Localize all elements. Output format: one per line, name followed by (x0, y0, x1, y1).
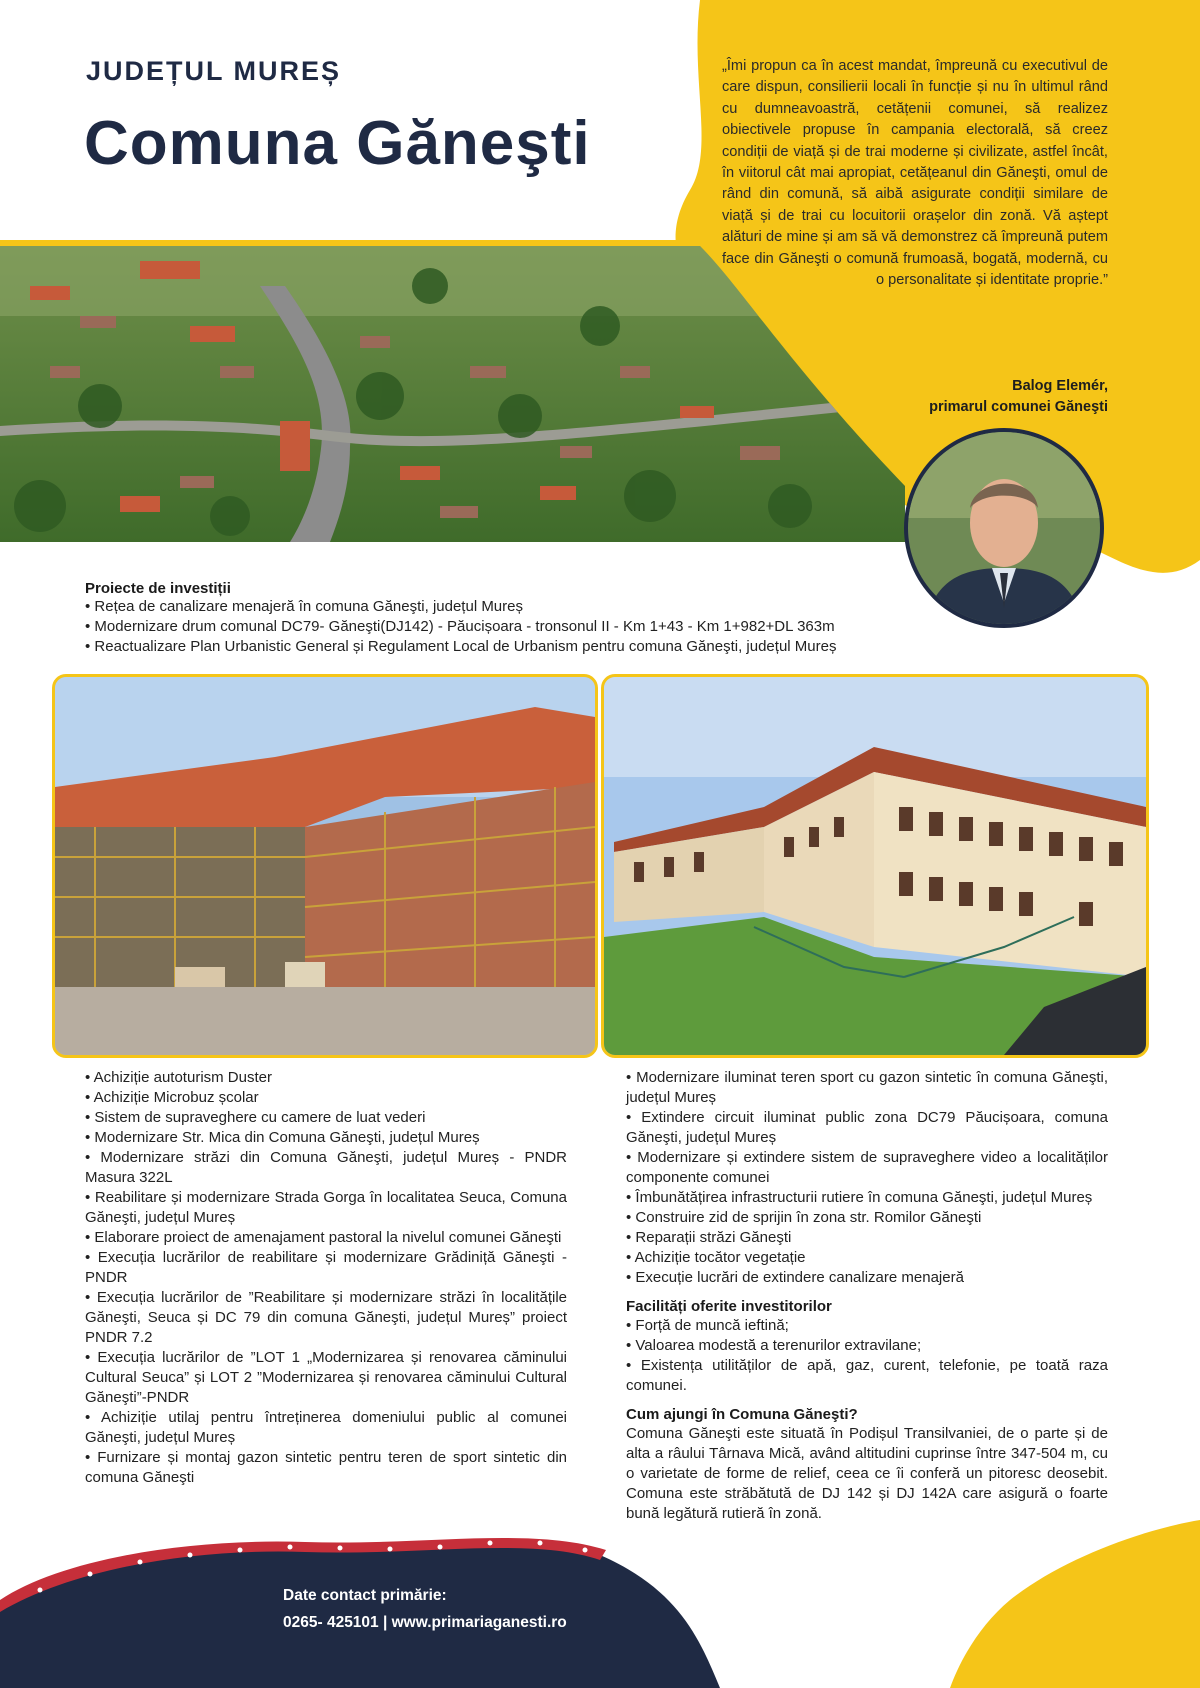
list-item: • Execuția lucrărilor de ”LOT 1 „Modernizarea și renovarea căminului Cultural Seuca” și LOT 2 ”Modernizarea și renovarea căminului Cultural Găneşti”-PNDR (85, 1349, 567, 1406)
list-item: • Modernizare iluminat teren sport cu gazon sintetic în comuna Găneşti, județul Mureș (626, 1069, 1108, 1106)
projects-list (85, 1068, 567, 1488)
list-item: • Reparații străzi Găneşti (626, 1229, 792, 1246)
author-name: Balog Elemér, (1012, 378, 1108, 394)
list-item: • Achiziție utilaj pentru întreținerea domeniului public al comunei Găneşti, județul Mureș (85, 1409, 567, 1446)
list-item: • Execuția lucrărilor de reabilitare și modernizare Grădiniță Găneşti - PNDR (85, 1249, 567, 1286)
contact-label: Date contact primărie: (283, 1587, 447, 1604)
list-item: • Achiziție autoturism Duster (85, 1069, 272, 1086)
investments-title: Proiecte de investiții (85, 580, 231, 597)
list-item: • Achiziție tocător vegetație (626, 1249, 806, 1266)
list-item: • Modernizare străzi din Comuna Găneşti, județul Mureș - PNDR Masura 322L (85, 1149, 567, 1186)
list-item: • Extindere circuit iluminat public zona DC79 Păucișoara, comuna Găneşti, județul Mureș (626, 1109, 1108, 1146)
yellow-blob-bottom (950, 1520, 1200, 1688)
list-item: • Execuție lucrări de extindere canalizare menajeră (626, 1269, 964, 1286)
list-item: • Modernizare și extindere sistem de supraveghere video a localităților componente comunei (626, 1149, 1108, 1186)
author-role: primarul comunei Găneşti (929, 399, 1108, 415)
facilities-title: Facilități oferite investitorilor (626, 1298, 832, 1315)
list-item: • Existența utilităților de apă, gaz, curent, telefonie, pe toată raza comunei. (626, 1357, 1108, 1394)
list-item: • Construire zid de sprijin în zona str. Romilor Găneşti (626, 1209, 982, 1226)
list-item: • Îmbunătățirea infrastructurii rutiere în comuna Găneşti, județul Mureș (626, 1189, 1093, 1206)
mayor-portrait (904, 428, 1104, 628)
list-item: • Furnizare și montaj gazon sintetic pentru teren de sport sintetic din comuna Găneşti (85, 1449, 567, 1486)
list-item: • Rețea de canalizare menajeră în comuna Găneşti, județul Mureș (85, 598, 523, 615)
list-item: • Reactualizare Plan Urbanistic General și Regulament Local de Urbanism pentru comuna Găneşti, județul Mureș (85, 638, 837, 655)
access-text: Comuna Găneşti este situată în Podișul Transilvaniei, de o parte și de alta a râului Târnava Mică, având altitudini cuprinse între 347-504 m, cu o varietate de forme de relief, ceea ce îi conferă un pitoresc deosebit. Comuna este străbătută de DJ 142 și DJ 142A care asigură o foarte bună legătură rutieră în zonă. (626, 1425, 1108, 1522)
list-item: • Execuția lucrărilor de ”Reabilitare și modernizare străzi în localitățile Găneşti, Seuca și DC 79 din comuna Găneşti, județul Mureș” proiect PNDR 7.2 (85, 1289, 567, 1346)
list-item: • Sistem de supraveghere cu camere de luat vederi (85, 1109, 426, 1126)
list-item: • Modernizare drum comunal DC79- Găneşti(DJ142) - Păucișoara - tronsonul II - Km 1+43 - Km 1+982+DL 363m (85, 618, 835, 635)
projects-list-left (85, 1068, 567, 1488)
access-title: Cum ajungi în Comuna Găneşti? (626, 1406, 858, 1423)
mayor-quote: „Îmi propun ca în acest mandat, împreună cu executivul de care dispun, consilierii locali în funcție și nu în ultimul rând cu dumneavoastră, cetățenii comunei, să realizez obiectivele propuse în campania electorală, să creez condiții de viață și de trai moderne și civilizate, astfel încât, în viitorul cât mai apropiat, cetățeanul din Găneşti, omul de rând din comună, să aibă asigurate condiții similare de viață și de trai cu locuitorii orașelor din zonă. Vă aștept alături de mine și am să vă demonstrez că împreună putem face din Găneşti o comună frumoasă, bogată, modernă, cu o personalitate și identitate proprie.” (722, 58, 1108, 289)
county-title: JUDEȚUL MUREȘ (86, 56, 342, 86)
renovation-photo (52, 674, 598, 1058)
list-item: • Reabilitare și modernizare Strada Gorga în localitatea Seuca, Comuna Găneşti, județul Mureș (85, 1189, 567, 1226)
list-item: • Forță de muncă ieftină; (626, 1317, 789, 1334)
projects-list-right (626, 1068, 1108, 1524)
list-item: • Achiziție Microbuz școlar (85, 1089, 259, 1106)
list-item: • Valoarea modestă a terenurilor extravilane; (626, 1337, 922, 1354)
quote-author (800, 376, 1108, 418)
contact-info (283, 1582, 567, 1636)
list-item: • Modernizare Str. Mica din Comuna Găneşti, județul Mureș (85, 1129, 480, 1146)
rendering-photo (601, 674, 1149, 1058)
commune-title: Comuna Găneşti (84, 109, 591, 178)
contact-line[interactable]: 0265- 425101 | www.primariaganesti.ro (283, 1614, 567, 1631)
projects-list (626, 1068, 1108, 1288)
list-item: • Elaborare proiect de amenajament pastoral la nivelul comunei Găneşti (85, 1229, 562, 1246)
facilities-list (626, 1316, 1108, 1396)
